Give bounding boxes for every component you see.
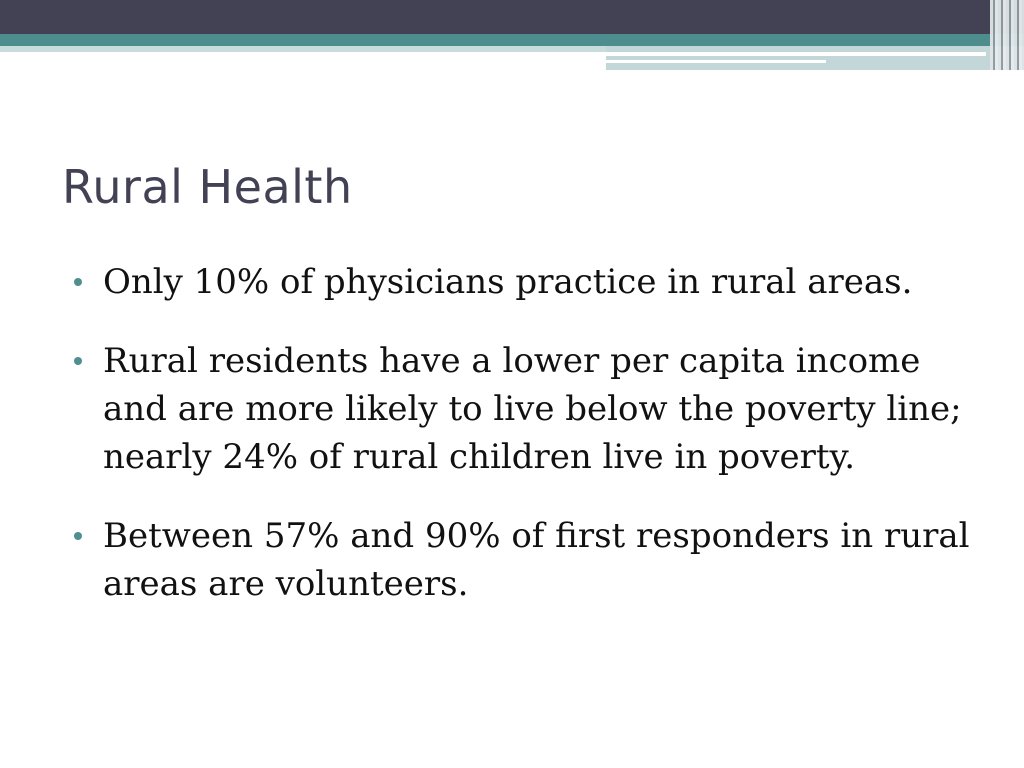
bullet-item xyxy=(74,337,974,481)
header-dark-band xyxy=(0,0,1024,34)
bullet-text: Only 10% of physicians practice in rural areas. xyxy=(103,262,913,302)
bullet-text: Between 57% and 90% of first responders in rural areas are volunteers. xyxy=(103,516,970,604)
bullet-item xyxy=(74,258,974,306)
slide-title: Rural Health xyxy=(62,160,353,214)
bullet-dot-icon xyxy=(74,278,82,286)
header-teal-band xyxy=(0,34,1024,46)
bullet-text: Rural residents have a lower per capita income and are more likely to live below the poverty line; nearly 24% of rural children live in poverty. xyxy=(103,341,962,477)
header-stripe xyxy=(606,60,826,63)
bullet-dot-icon xyxy=(74,532,82,540)
header-right-block xyxy=(606,46,1024,70)
bullet-dot-icon xyxy=(74,357,82,365)
header-light-band xyxy=(0,46,606,52)
bullet-list xyxy=(74,258,974,639)
header-edge-lines xyxy=(990,0,1024,70)
bullet-item xyxy=(74,512,974,608)
header-stripe xyxy=(606,52,986,56)
